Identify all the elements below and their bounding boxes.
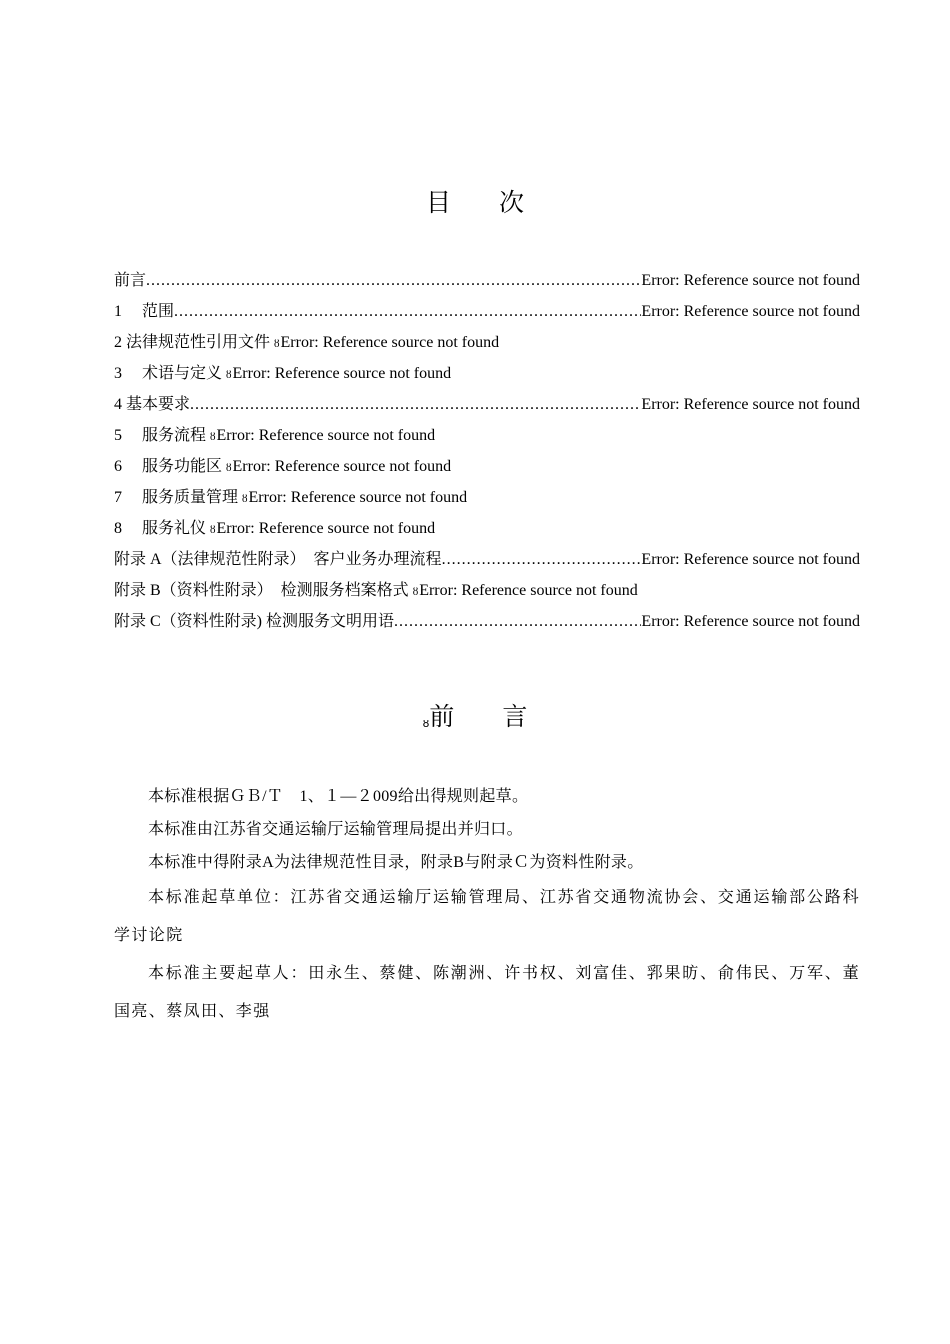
toc-entry-appendix-c[interactable] — [114, 609, 860, 640]
toc-entry-terms[interactable] — [114, 361, 860, 392]
table-of-contents — [114, 268, 860, 640]
field-mark-icon: ȣ — [226, 462, 232, 474]
toc-entry-ref: Error: Reference source not found — [641, 613, 860, 630]
toc-title — [0, 183, 950, 219]
toc-entry-label: 5 服务流程 — [114, 427, 207, 444]
foreword-body — [114, 780, 860, 1031]
toc-entry-label: 2 法律规范性引用文件 — [114, 334, 271, 351]
field-mark-icon: ȣ — [210, 524, 216, 536]
toc-entry-label: 3 术语与定义 — [114, 365, 223, 382]
toc-entry-service-process[interactable] — [114, 423, 860, 454]
toc-entry-quality-management[interactable] — [114, 485, 860, 516]
toc-entry-ref: Error: Reference source not found — [280, 334, 500, 351]
toc-leader — [394, 609, 641, 635]
toc-entry-ref: Error: Reference source not found — [216, 427, 436, 444]
foreword-title-char-1: 前 — [429, 702, 455, 731]
field-mark-icon: ȣ — [412, 586, 419, 598]
toc-entry-label: 7 服务质量管理 — [114, 489, 239, 506]
toc-title-char-2: 次 — [499, 188, 525, 217]
toc-entry-ref: Error: Reference source not found — [641, 272, 860, 289]
toc-leader — [146, 268, 641, 294]
toc-entry-ref: Error: Reference source not found — [248, 489, 468, 506]
toc-title-char-1: 目 — [425, 188, 451, 217]
field-mark-icon: ȣ — [210, 431, 216, 443]
foreword-title-char-2: 言 — [502, 702, 528, 731]
toc-entry-label: 前言 — [114, 272, 147, 289]
foreword-paragraph: 本标准主要起草人：田永生、蔡健、陈潮洲、许书权、刘富佳、郛果昉、俞伟民、万军、董国亮、蔡凤田、李强 — [114, 965, 860, 1020]
toc-entry-label: 附录 A（法律规范性附录） 客户业务办理流程 — [114, 551, 442, 568]
toc-entry-basic-requirements[interactable] — [114, 392, 860, 423]
toc-entry-ref: Error: Reference source not found — [641, 303, 860, 320]
toc-entry-ref: Error: Reference source not found — [232, 365, 452, 382]
toc-entry-foreword[interactable] — [114, 268, 860, 299]
toc-entry-label: 4 基本要求 — [114, 396, 191, 413]
field-mark-icon: ȣ — [242, 493, 248, 505]
toc-leader — [442, 547, 642, 573]
toc-entry-ref: Error: Reference source not found — [216, 520, 436, 537]
field-mark-icon: ȣ — [226, 369, 232, 381]
toc-entry-service-areas[interactable] — [114, 454, 860, 485]
toc-entry-label: 附录 C（资料性附录) 检测服务文明用语 — [114, 613, 395, 630]
foreword-paragraph: 本标准中得附录A为法律规范性目录，附录B与附录Ｃ为资料性附录。 — [148, 854, 644, 871]
toc-entry-label: 附录 B（资料性附录） 检测服务档案格式 — [114, 582, 409, 599]
field-mark-icon: ȣ — [274, 338, 280, 350]
foreword-paragraph: 本标准起草单位：江苏省交通运输厅运输管理局、江苏省交通物流协会、交通运输部公路科学讨论院 — [114, 889, 860, 944]
toc-entry-label: 8 服务礼仪 — [114, 520, 207, 537]
toc-entry-appendix-a[interactable] — [114, 547, 860, 578]
foreword-paragraph: 本标准由江苏省交通运输厅运输管理局提出并归口。 — [148, 821, 523, 838]
toc-entry-normative-refs[interactable] — [114, 330, 860, 361]
field-mark-icon: ȣ — [422, 717, 430, 730]
toc-entry-label: 6 服务功能区 — [114, 458, 223, 475]
toc-entry-scope[interactable] — [114, 299, 860, 330]
toc-leader — [174, 299, 641, 325]
toc-entry-ref: Error: Reference source not found — [232, 458, 452, 475]
toc-entry-ref: Error: Reference source not found — [641, 551, 860, 568]
toc-entry-appendix-b[interactable] — [114, 578, 860, 609]
toc-entry-etiquette[interactable] — [114, 516, 860, 547]
toc-entry-label: 1 范围 — [114, 303, 175, 320]
toc-entry-ref: Error: Reference source not found — [419, 582, 638, 599]
foreword-title — [0, 697, 950, 733]
foreword-paragraph: 本标准根据ＧＢ/Ｔ 1、１—２009给出得规则起草。 — [148, 788, 529, 805]
toc-leader — [190, 392, 641, 418]
toc-entry-ref: Error: Reference source not found — [641, 396, 860, 413]
